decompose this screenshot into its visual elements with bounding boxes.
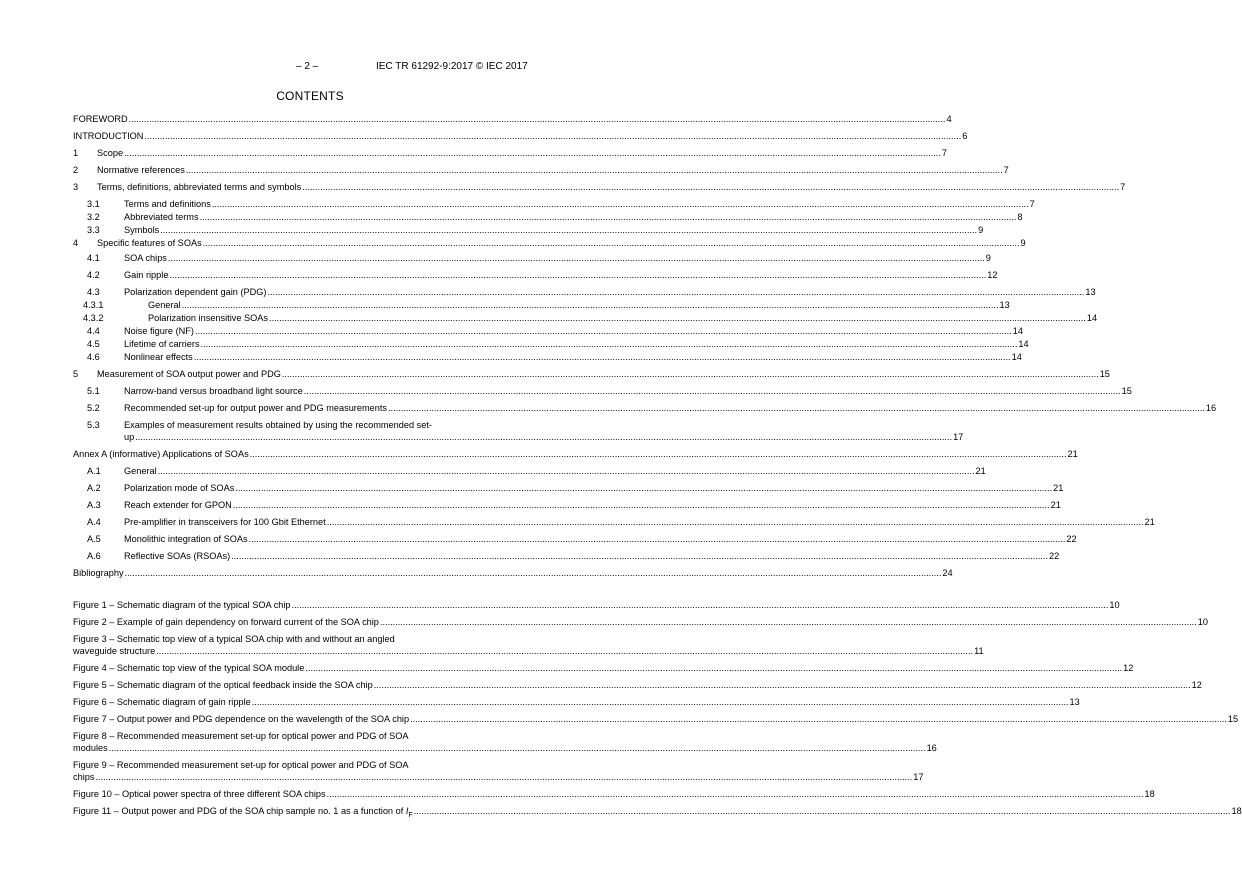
- entry-title: [124, 224, 159, 236]
- dot-leader: [158, 465, 975, 477]
- list-of-figures: [73, 599, 1242, 822]
- page-number-ref: 9: [1020, 238, 1026, 248]
- dot-leader: [414, 805, 1231, 817]
- entry-number: A.5: [87, 534, 101, 544]
- entry-title-text: Figure 2 – Example of gain dependency on forward current of the SOA chip: [73, 617, 379, 627]
- table-of-contents: [73, 113, 1217, 579]
- entry-title-continued: waveguide structure: [73, 646, 156, 656]
- entry-title-text: Polarization mode of SOAs: [124, 483, 235, 493]
- page-number-ref: 22: [1049, 551, 1060, 561]
- page-number-ref: 7: [941, 148, 948, 158]
- entry-title: [73, 662, 304, 674]
- entry-title: [73, 730, 409, 742]
- entry-title: [73, 599, 291, 611]
- page-number-ref: 10: [1197, 617, 1208, 627]
- entry-title: [124, 482, 234, 494]
- dot-leader: [125, 567, 942, 579]
- entry-title: [73, 679, 373, 691]
- dot-leader: [194, 351, 1011, 363]
- entry-title-text: Figure 8 – Recommended measurement set-up for optical power and PDG of SOA: [73, 731, 409, 741]
- figure-entry[interactable]: [73, 730, 937, 754]
- page-number-ref: 8: [1017, 212, 1023, 222]
- entry-title-text: Figure 10 – Optical power spectra of three different SOA chips: [73, 789, 326, 799]
- entry-title-text: Terms, definitions, abbreviated terms and symbols: [97, 182, 302, 192]
- dot-leader: [327, 516, 1144, 528]
- entry-number: 4.4: [87, 326, 100, 336]
- dot-leader: [302, 181, 1119, 193]
- dot-leader: [252, 696, 1069, 708]
- dot-leader: [169, 269, 986, 281]
- entry-title: [73, 805, 413, 822]
- entry-number: 4.1: [87, 253, 100, 263]
- entry-title-text: SOA chips: [124, 253, 167, 263]
- variable-symbol: I: [405, 806, 409, 816]
- figure-entry[interactable]: [73, 616, 1208, 628]
- page-number-ref: 9: [978, 225, 984, 235]
- dot-leader: [195, 325, 1012, 337]
- entry-title-text: Reach extender for GPON: [124, 500, 232, 510]
- entry-number: 5.1: [87, 386, 100, 396]
- toc-entry[interactable]: [73, 499, 1061, 511]
- entry-title-text: Reflective SOAs (RSOAs): [124, 551, 231, 561]
- entry-number: 5.3: [87, 420, 100, 430]
- dot-leader: [182, 299, 999, 311]
- entry-title-text: Pre-amplifier in transceivers for 100 Gbit Ethernet: [124, 517, 326, 527]
- toc-entry[interactable]: [73, 368, 1110, 380]
- page-number-ref: 6: [962, 131, 968, 141]
- toc-entry[interactable]: [73, 385, 1132, 397]
- page-number-ref: 15: [1227, 714, 1239, 724]
- toc-entry[interactable]: [73, 448, 1078, 460]
- toc-entry[interactable]: [73, 237, 1026, 249]
- page-number-ref: 13: [1085, 287, 1096, 297]
- page-number-ref: 21: [1144, 517, 1155, 527]
- entry-number: 2: [73, 165, 79, 175]
- entry-title: [73, 113, 128, 125]
- page-number-ref: 14: [1086, 313, 1098, 323]
- page-number-ref: 16: [926, 743, 937, 753]
- entry-title: [124, 550, 230, 562]
- dot-leader: [109, 742, 926, 754]
- entry-title-text: Figure 11 – Output power and PDG of the SOA chip sample no. 1 as a function of: [73, 806, 406, 816]
- entry-number: A.3: [87, 500, 101, 510]
- dot-leader: [135, 431, 952, 443]
- subscript: F: [408, 811, 413, 819]
- entry-title: [124, 269, 168, 281]
- entry-title: [124, 252, 167, 264]
- toc-entry[interactable]: [73, 164, 1009, 176]
- entry-title: [124, 516, 326, 528]
- entry-title: [97, 147, 123, 159]
- page-number-ref: 17: [953, 432, 964, 442]
- dot-leader: [292, 599, 1109, 611]
- entry-title-text: Figure 7 – Output power and PDG dependence on the wavelength of the SOA chip: [73, 714, 410, 724]
- figure-entry[interactable]: [73, 713, 1239, 725]
- entry-title: [73, 696, 251, 708]
- entry-title-text: General: [124, 466, 157, 476]
- entry-title: [73, 759, 409, 771]
- dot-leader: [186, 164, 1003, 176]
- entry-title: [124, 465, 157, 477]
- entry-number: 4: [73, 238, 79, 248]
- entry-title-text: Symbols: [124, 225, 160, 235]
- page-number-ref: 12: [987, 270, 998, 280]
- entry-title: [124, 325, 194, 337]
- dot-leader: [129, 113, 946, 125]
- contents-title: CONTENTS: [276, 89, 344, 103]
- toc-entry[interactable]: [73, 252, 991, 264]
- page-number-ref: 21: [1053, 483, 1064, 493]
- toc-entry[interactable]: [73, 286, 1096, 298]
- entry-title-text: Abbreviated terms: [124, 212, 199, 222]
- toc-entry[interactable]: [73, 130, 968, 142]
- entry-title-text: General: [148, 300, 181, 310]
- entry-number: 1: [73, 148, 79, 158]
- entry-title: [73, 567, 124, 579]
- toc-entry[interactable]: [73, 419, 964, 443]
- page-number-ref: 12: [1123, 663, 1134, 673]
- entry-title: [97, 368, 281, 380]
- entry-number: 4.3.2: [83, 313, 104, 323]
- page-number-ref: 14: [1011, 352, 1022, 362]
- page-number-ref: 18: [1231, 806, 1242, 816]
- dot-leader: [380, 616, 1197, 628]
- toc-entry[interactable]: [73, 533, 1077, 545]
- dot-leader: [388, 402, 1205, 414]
- entry-number: A.4: [87, 517, 101, 527]
- entry-number: 3.3: [87, 225, 100, 235]
- entry-title-continued: modules: [73, 743, 108, 753]
- entry-title: [73, 633, 395, 645]
- dot-leader: [201, 338, 1018, 350]
- page-number-ref: 7: [1120, 182, 1126, 192]
- page-number-ref: 9: [985, 253, 991, 263]
- entry-title-text: Examples of measurement results obtained by using the recommended set-: [124, 420, 432, 430]
- entry-title: [124, 286, 267, 298]
- dot-leader: [160, 224, 977, 236]
- figure-entry[interactable]: [73, 805, 1242, 822]
- toc-entry[interactable]: [73, 181, 1126, 193]
- dot-leader: [156, 645, 973, 657]
- entry-title: [124, 385, 303, 397]
- dot-leader: [168, 252, 985, 264]
- figure-entry[interactable]: [73, 599, 1120, 611]
- toc-entry[interactable]: [73, 402, 1217, 414]
- figure-entry[interactable]: [73, 788, 1155, 800]
- figure-entry[interactable]: [73, 633, 984, 657]
- toc-entry[interactable]: [73, 516, 1155, 528]
- entry-title-text: Measurement of SOA output power and PDG: [97, 369, 281, 379]
- entry-title-text: Annex A (informative) Applications of SOAs: [73, 449, 249, 459]
- figure-entry[interactable]: [73, 759, 924, 783]
- dot-leader: [124, 147, 941, 159]
- entry-title: [73, 713, 409, 725]
- entry-title-text: Figure 1 – Schematic diagram of the typical SOA chip: [73, 600, 291, 610]
- entry-title: [124, 533, 248, 545]
- toc-entry[interactable]: [73, 312, 1098, 324]
- page-number-ref: 12: [1191, 680, 1202, 690]
- entry-title: [124, 211, 199, 223]
- page-number: – 2 –: [296, 61, 319, 72]
- dot-leader: [305, 662, 1122, 674]
- page-number-ref: 4: [946, 114, 952, 124]
- toc-entry[interactable]: [73, 482, 1064, 494]
- entry-title: [148, 312, 268, 324]
- toc-entry[interactable]: [73, 211, 1023, 223]
- entry-title: [124, 419, 432, 431]
- entry-title-continued: chips: [73, 772, 95, 782]
- toc-entry[interactable]: [73, 338, 1029, 350]
- entry-title-text: Normative references: [97, 165, 185, 175]
- entry-title: [148, 299, 181, 311]
- page-number-ref: 10: [1109, 600, 1120, 610]
- page-number-ref: 21: [1067, 449, 1078, 459]
- page-number-ref: 22: [1066, 534, 1077, 544]
- entry-title: [97, 181, 301, 193]
- figure-entry[interactable]: [73, 662, 1134, 674]
- entry-title-text: Figure 9 – Recommended measurement set-up for optical power and PDG of SOA: [73, 760, 409, 770]
- entry-title-text: Noise figure (NF): [124, 326, 194, 336]
- entry-title: [97, 237, 202, 249]
- standard-reference: IEC TR 61292-9:2017 © IEC 2017: [376, 61, 528, 72]
- entry-title-text: Narrow-band versus broadband light source: [124, 386, 303, 396]
- entry-title-text: Figure 3 – Schematic top view of a typical SOA chip with and without an angled: [73, 634, 395, 644]
- entry-title: [124, 338, 200, 350]
- entry-title: [73, 448, 249, 460]
- entry-title: [124, 499, 232, 511]
- entry-number: A.2: [87, 483, 101, 493]
- dot-leader: [249, 533, 1066, 545]
- entry-number: 4.3.1: [83, 300, 104, 310]
- page-number-ref: 24: [942, 568, 953, 578]
- toc-entry[interactable]: [73, 550, 1060, 562]
- page-number-ref: 14: [1012, 326, 1024, 336]
- dot-leader: [268, 286, 1085, 298]
- dot-leader: [410, 713, 1227, 725]
- entry-title-text: Figure 5 – Schematic diagram of the optical feedback inside the SOA chip: [73, 680, 373, 690]
- dot-leader: [231, 550, 1048, 562]
- page-number-ref: 7: [1029, 199, 1035, 209]
- figure-entry[interactable]: [73, 696, 1080, 708]
- toc-entry[interactable]: [73, 147, 948, 159]
- entry-title-text: Bibliography: [73, 568, 124, 578]
- entry-title-text: Monolithic integration of SOAs: [124, 534, 248, 544]
- entry-title-text: Recommended set-up for output power and PDG measurements: [124, 403, 387, 413]
- entry-title-text: Figure 4 – Schematic top view of the typical SOA module: [73, 663, 305, 673]
- entry-title-text: Gain ripple: [124, 270, 169, 280]
- entry-number: 4.2: [87, 270, 100, 280]
- entry-title: [73, 788, 326, 800]
- entry-title-continued: up: [124, 432, 135, 442]
- entry-title: [73, 616, 379, 628]
- entry-number: 3: [73, 182, 79, 192]
- page-number-ref: 18: [1144, 789, 1155, 799]
- page-number-ref: 21: [975, 466, 986, 476]
- toc-entry[interactable]: [73, 198, 1035, 210]
- entry-number: 5.2: [87, 403, 100, 413]
- entry-number: 3.2: [87, 212, 100, 222]
- entry-title-text: FOREWORD: [73, 114, 128, 124]
- entry-title: [73, 130, 143, 142]
- dot-leader: [203, 237, 1020, 249]
- dot-leader: [200, 211, 1017, 223]
- entry-title: [124, 351, 193, 363]
- dot-leader: [327, 788, 1144, 800]
- toc-entry[interactable]: [73, 224, 984, 236]
- toc-entry[interactable]: [73, 567, 953, 579]
- entry-title: [124, 198, 211, 210]
- toc-entry[interactable]: [73, 325, 1024, 337]
- entry-number: 4.3: [87, 287, 100, 297]
- page-number-ref: 11: [974, 646, 984, 656]
- entry-title-text: Nonlinear effects: [124, 352, 193, 362]
- dot-leader: [269, 312, 1086, 324]
- page-number-ref: 7: [1003, 165, 1009, 175]
- dot-leader: [304, 385, 1121, 397]
- entry-title-text: Polarization dependent gain (PDG): [124, 287, 267, 297]
- page-number-ref: 16: [1205, 403, 1217, 413]
- dot-leader: [282, 368, 1099, 380]
- figure-entry[interactable]: [73, 679, 1202, 691]
- entry-title-text: INTRODUCTION: [73, 131, 144, 141]
- entry-title-text: Scope: [97, 148, 124, 158]
- entry-title-text: Specific features of SOAs: [97, 238, 202, 248]
- toc-entry[interactable]: [73, 465, 986, 477]
- dot-leader: [233, 499, 1050, 511]
- dot-leader: [374, 679, 1191, 691]
- entry-title: [97, 164, 185, 176]
- entry-title-text: Terms and definitions: [124, 199, 211, 209]
- entry-title-text: Lifetime of carriers: [124, 339, 200, 349]
- toc-entry[interactable]: [73, 269, 998, 281]
- page-number-ref: 13: [1069, 697, 1080, 707]
- entry-number: 3.1: [87, 199, 100, 209]
- entry-number: 4.6: [87, 352, 100, 362]
- page-number-ref: 17: [913, 772, 924, 782]
- page-number-ref: 15: [1099, 369, 1110, 379]
- dot-leader: [235, 482, 1052, 494]
- entry-title-text: Polarization insensitive SOAs: [148, 313, 269, 323]
- dot-leader: [212, 198, 1029, 210]
- page-number-ref: 21: [1050, 500, 1061, 510]
- page-number-ref: 15: [1121, 386, 1132, 396]
- dot-leader: [250, 448, 1067, 460]
- page-number-ref: 14: [1018, 339, 1029, 349]
- entry-number: 5: [73, 369, 79, 379]
- toc-entry[interactable]: [73, 113, 952, 125]
- entry-title-text: Figure 6 – Schematic diagram of gain ripple: [73, 697, 251, 707]
- page-number-ref: 13: [999, 300, 1010, 310]
- entry-number: 4.5: [87, 339, 100, 349]
- dot-leader: [144, 130, 961, 142]
- dot-leader: [95, 771, 912, 783]
- toc-entry[interactable]: [73, 351, 1022, 363]
- entry-number: A.1: [87, 466, 101, 476]
- toc-entry[interactable]: [73, 299, 1010, 311]
- entry-title: [124, 402, 387, 414]
- entry-number: A.6: [87, 551, 101, 561]
